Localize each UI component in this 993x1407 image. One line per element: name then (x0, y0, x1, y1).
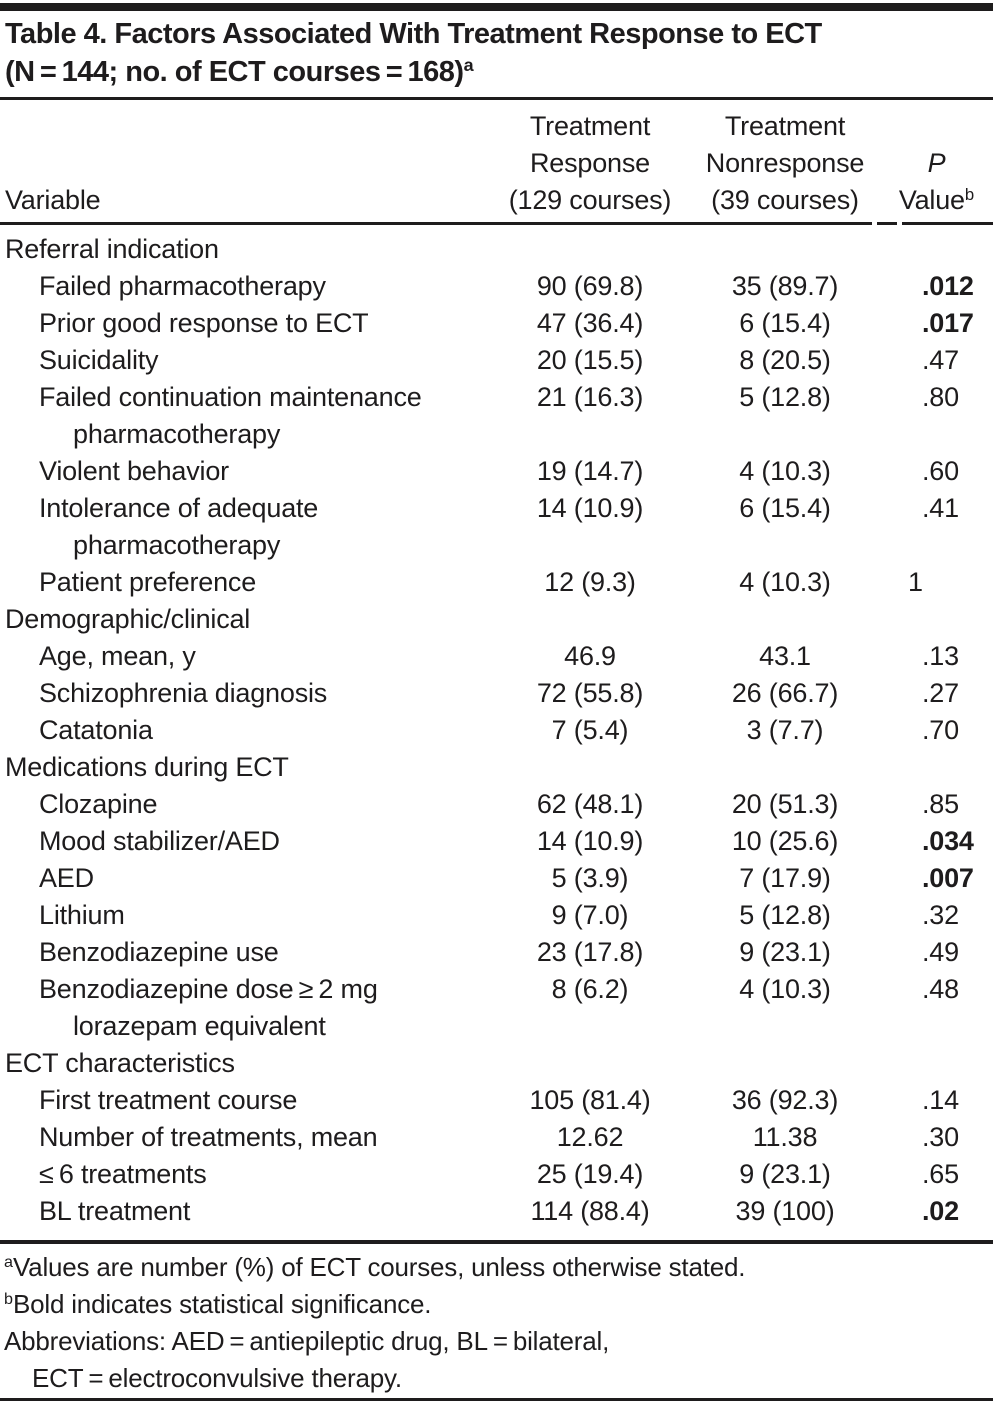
nonresponse-value: 8 (20.5) (739, 345, 831, 375)
table-row (0, 453, 993, 490)
table-title-line1: Table 4. Factors Associated With Treatment Response to ECT (5, 18, 822, 50)
response-value: 25 (19.4) (536, 1159, 644, 1189)
response-value: 7 (5.4) (551, 715, 629, 745)
row-label: AED (39, 863, 94, 893)
p-decimal-part: .02 (922, 1196, 959, 1226)
nonresponse-value: 9 (23.1) (739, 1159, 831, 1189)
table-row (0, 897, 993, 934)
row-label: Age, mean, y (39, 641, 196, 671)
row-label-line1: Failed continuation maintenance (39, 382, 422, 412)
body-bottom-rule (0, 1240, 993, 1244)
p-value (880, 860, 993, 897)
response-value: 90 (69.8) (536, 271, 644, 301)
p-value (880, 1156, 993, 1193)
p-decimal-part: .27 (922, 678, 959, 708)
response-value: 12.62 (556, 1122, 624, 1152)
row-label: ≤ 6 treatments (39, 1159, 207, 1189)
response-value: 23 (17.8) (536, 937, 644, 967)
p-decimal-part: .48 (922, 974, 959, 1004)
p-value (880, 1082, 993, 1119)
response-value: 62 (48.1) (536, 789, 644, 819)
p-value (880, 490, 993, 527)
row-label: Suicidality (39, 345, 159, 375)
row-label-continuation: pharmacotherapy (73, 419, 281, 449)
p-value (880, 638, 993, 675)
p-decimal-part: .85 (922, 789, 959, 819)
bottom-rule (0, 1398, 993, 1401)
nonresponse-value: 20 (51.3) (731, 789, 839, 819)
footnote: $^a$Values are number (%) of ECT courses, unless otherwise stated. (4, 1252, 746, 1282)
p-value (880, 971, 993, 1008)
p-decimal-part: .007 (922, 863, 974, 893)
table-row (0, 860, 993, 897)
p-decimal-part: .70 (922, 715, 959, 745)
row-label-line1: Intolerance of adequate (39, 493, 319, 523)
top-rule (0, 3, 993, 11)
row-label: First treatment course (39, 1085, 298, 1115)
p-decimal-part: .41 (922, 493, 959, 523)
row-label: Number of treatments, mean (39, 1122, 378, 1152)
p-decimal-part: .034 (922, 826, 974, 856)
response-value: 47 (36.4) (536, 308, 644, 338)
row-label-continuation: lorazepam equivalent (73, 1011, 326, 1041)
response-value: 72 (55.8) (536, 678, 644, 708)
row-label: Prior good response to ECT (39, 308, 369, 338)
p-decimal-part: .60 (922, 456, 959, 486)
footnotes (0, 1249, 993, 1397)
nonresponse-value: 26 (66.7) (731, 678, 839, 708)
nonresponse-value: 11.38 (752, 1122, 818, 1152)
section-row (0, 601, 993, 638)
table-body (0, 231, 993, 1230)
row-label: Catatonia (39, 715, 153, 745)
row-label: Demographic/clinical (5, 604, 251, 634)
nonresponse-value: 4 (10.3) (739, 567, 831, 597)
header-rule (0, 222, 993, 225)
row-label: Referral indication (5, 234, 219, 264)
row-label: ECT characteristics (5, 1048, 235, 1078)
section-row (0, 1045, 993, 1082)
row-label: Lithium (39, 900, 125, 930)
row-label: Patient preference (39, 567, 257, 597)
nonresponse-value: 9 (23.1) (739, 937, 831, 967)
p-value (880, 305, 993, 342)
p-decimal-part: .017 (922, 308, 974, 338)
p-value (880, 379, 993, 416)
p-value (880, 823, 993, 860)
nonresponse-value: 43.1 (759, 641, 811, 671)
table-row (0, 823, 993, 860)
p-value (880, 564, 993, 601)
response-value: 20 (15.5) (536, 345, 644, 375)
nonresponse-value: 7 (17.9) (739, 863, 831, 893)
header-response-line3: (129 courses) (508, 185, 672, 215)
section-row (0, 749, 993, 786)
response-value: 46.9 (564, 641, 616, 671)
header-p-value (880, 145, 993, 219)
p-value (880, 342, 993, 379)
response-value: 12 (9.3) (544, 567, 636, 597)
table-title (5, 15, 989, 91)
p-value (880, 1193, 993, 1230)
response-value: 105 (81.4) (529, 1085, 651, 1115)
table-row (0, 268, 993, 305)
row-label: Medications during ECT (5, 752, 289, 782)
row-label (0, 379, 490, 453)
nonresponse-value: 5 (12.8) (739, 382, 831, 412)
row-label: Clozapine (39, 789, 158, 819)
p-decimal-part: .80 (922, 382, 959, 412)
nonresponse-value: 4 (10.3) (739, 456, 831, 486)
p-value (880, 934, 993, 971)
p-value (880, 675, 993, 712)
table-row (0, 379, 993, 453)
footnote-marker: b (4, 1290, 13, 1309)
p-integer-part: 1 (908, 567, 923, 597)
header-nonresponse-line2: Nonresponse (705, 148, 865, 178)
table-row (0, 1119, 993, 1156)
row-label: Benzodiazepine use (39, 937, 279, 967)
footnote: $^b$Bold indicates statistical significance. (4, 1289, 432, 1319)
p-decimal-part: .30 (922, 1122, 959, 1152)
header-response-line1: Treatment (529, 111, 651, 141)
response-value: 14 (10.9) (536, 493, 644, 523)
response-value: 114 (88.4) (530, 1196, 650, 1226)
p-decimal-part: .65 (922, 1159, 959, 1189)
table-row (0, 305, 993, 342)
response-value: 21 (16.3) (536, 382, 644, 412)
p-value (880, 712, 993, 749)
table-row (0, 1193, 993, 1230)
header-treatment-nonresponse (690, 108, 880, 219)
p-decimal-part: .13 (922, 641, 959, 671)
header-nonresponse-line3: (39 courses) (711, 185, 859, 215)
table-row (0, 675, 993, 712)
nonresponse-value: 4 (10.3) (739, 974, 831, 1004)
footnote-marker: a (4, 1253, 13, 1272)
row-label: Mood stabilizer/AED (39, 826, 280, 856)
table-row (0, 786, 993, 823)
row-label-line1: Benzodiazepine dose ≥ 2 mg (39, 974, 378, 1004)
row-label-continuation: pharmacotherapy (73, 530, 281, 560)
table-row (0, 934, 993, 971)
nonresponse-value: 10 (25.6) (731, 826, 839, 856)
row-label: Failed pharmacotherapy (39, 271, 326, 301)
header-variable: Variable (5, 185, 101, 215)
p-decimal-part: .32 (922, 900, 959, 930)
response-value: 9 (7.0) (551, 900, 629, 930)
p-value-footnote-marker: b (964, 184, 975, 204)
table-header (0, 108, 993, 219)
nonresponse-value: 6 (15.4) (739, 493, 831, 523)
row-label: Violent behavior (39, 456, 229, 486)
table-row (0, 564, 993, 601)
response-value: 19 (14.7) (536, 456, 644, 486)
table-row (0, 712, 993, 749)
header-p-line1: P (927, 148, 946, 178)
header-response-line2: Response (530, 148, 650, 178)
p-value (880, 897, 993, 934)
header-nonresponse-line1: Treatment (724, 111, 846, 141)
response-value: 14 (10.9) (536, 826, 644, 856)
nonresponse-value: 35 (89.7) (731, 271, 839, 301)
row-label (0, 490, 490, 564)
nonresponse-value: 3 (7.7) (746, 715, 824, 745)
p-decimal-part: .49 (922, 937, 959, 967)
p-decimal-part: .14 (922, 1085, 959, 1115)
p-decimal-part: .47 (922, 345, 959, 375)
header-p-line2: Value$^b$ (898, 184, 975, 215)
footnote: Abbreviations: AED = antiepileptic drug, BL = bilateral, (4, 1326, 610, 1356)
table-row (0, 638, 993, 675)
table-row (0, 971, 993, 1045)
title-rule (0, 97, 993, 100)
p-decimal-part: .012 (922, 271, 974, 301)
response-value: 5 (3.9) (551, 863, 629, 893)
table-title-line2: (N = 144; no. of ECT courses = 168) (5, 56, 464, 88)
table-row (0, 1082, 993, 1119)
p-value (880, 268, 993, 305)
table-row (0, 1156, 993, 1193)
response-value: 8 (6.2) (551, 974, 629, 1004)
nonresponse-value: 36 (92.3) (731, 1085, 839, 1115)
p-value (880, 453, 993, 490)
row-label: Schizophrenia diagnosis (39, 678, 328, 708)
p-value (880, 786, 993, 823)
table-row (0, 490, 993, 564)
p-value (880, 1119, 993, 1156)
nonresponse-value: 5 (12.8) (739, 900, 831, 930)
section-row (0, 231, 993, 268)
footnote: ECT = electroconvulsive therapy. (32, 1363, 402, 1393)
table-row (0, 342, 993, 379)
nonresponse-value: 6 (15.4) (739, 308, 831, 338)
row-label (0, 971, 490, 1045)
title-footnote-marker: a (463, 55, 474, 76)
nonresponse-value: 39 (100) (735, 1196, 835, 1226)
header-treatment-response (490, 108, 690, 219)
row-label: BL treatment (39, 1196, 191, 1226)
